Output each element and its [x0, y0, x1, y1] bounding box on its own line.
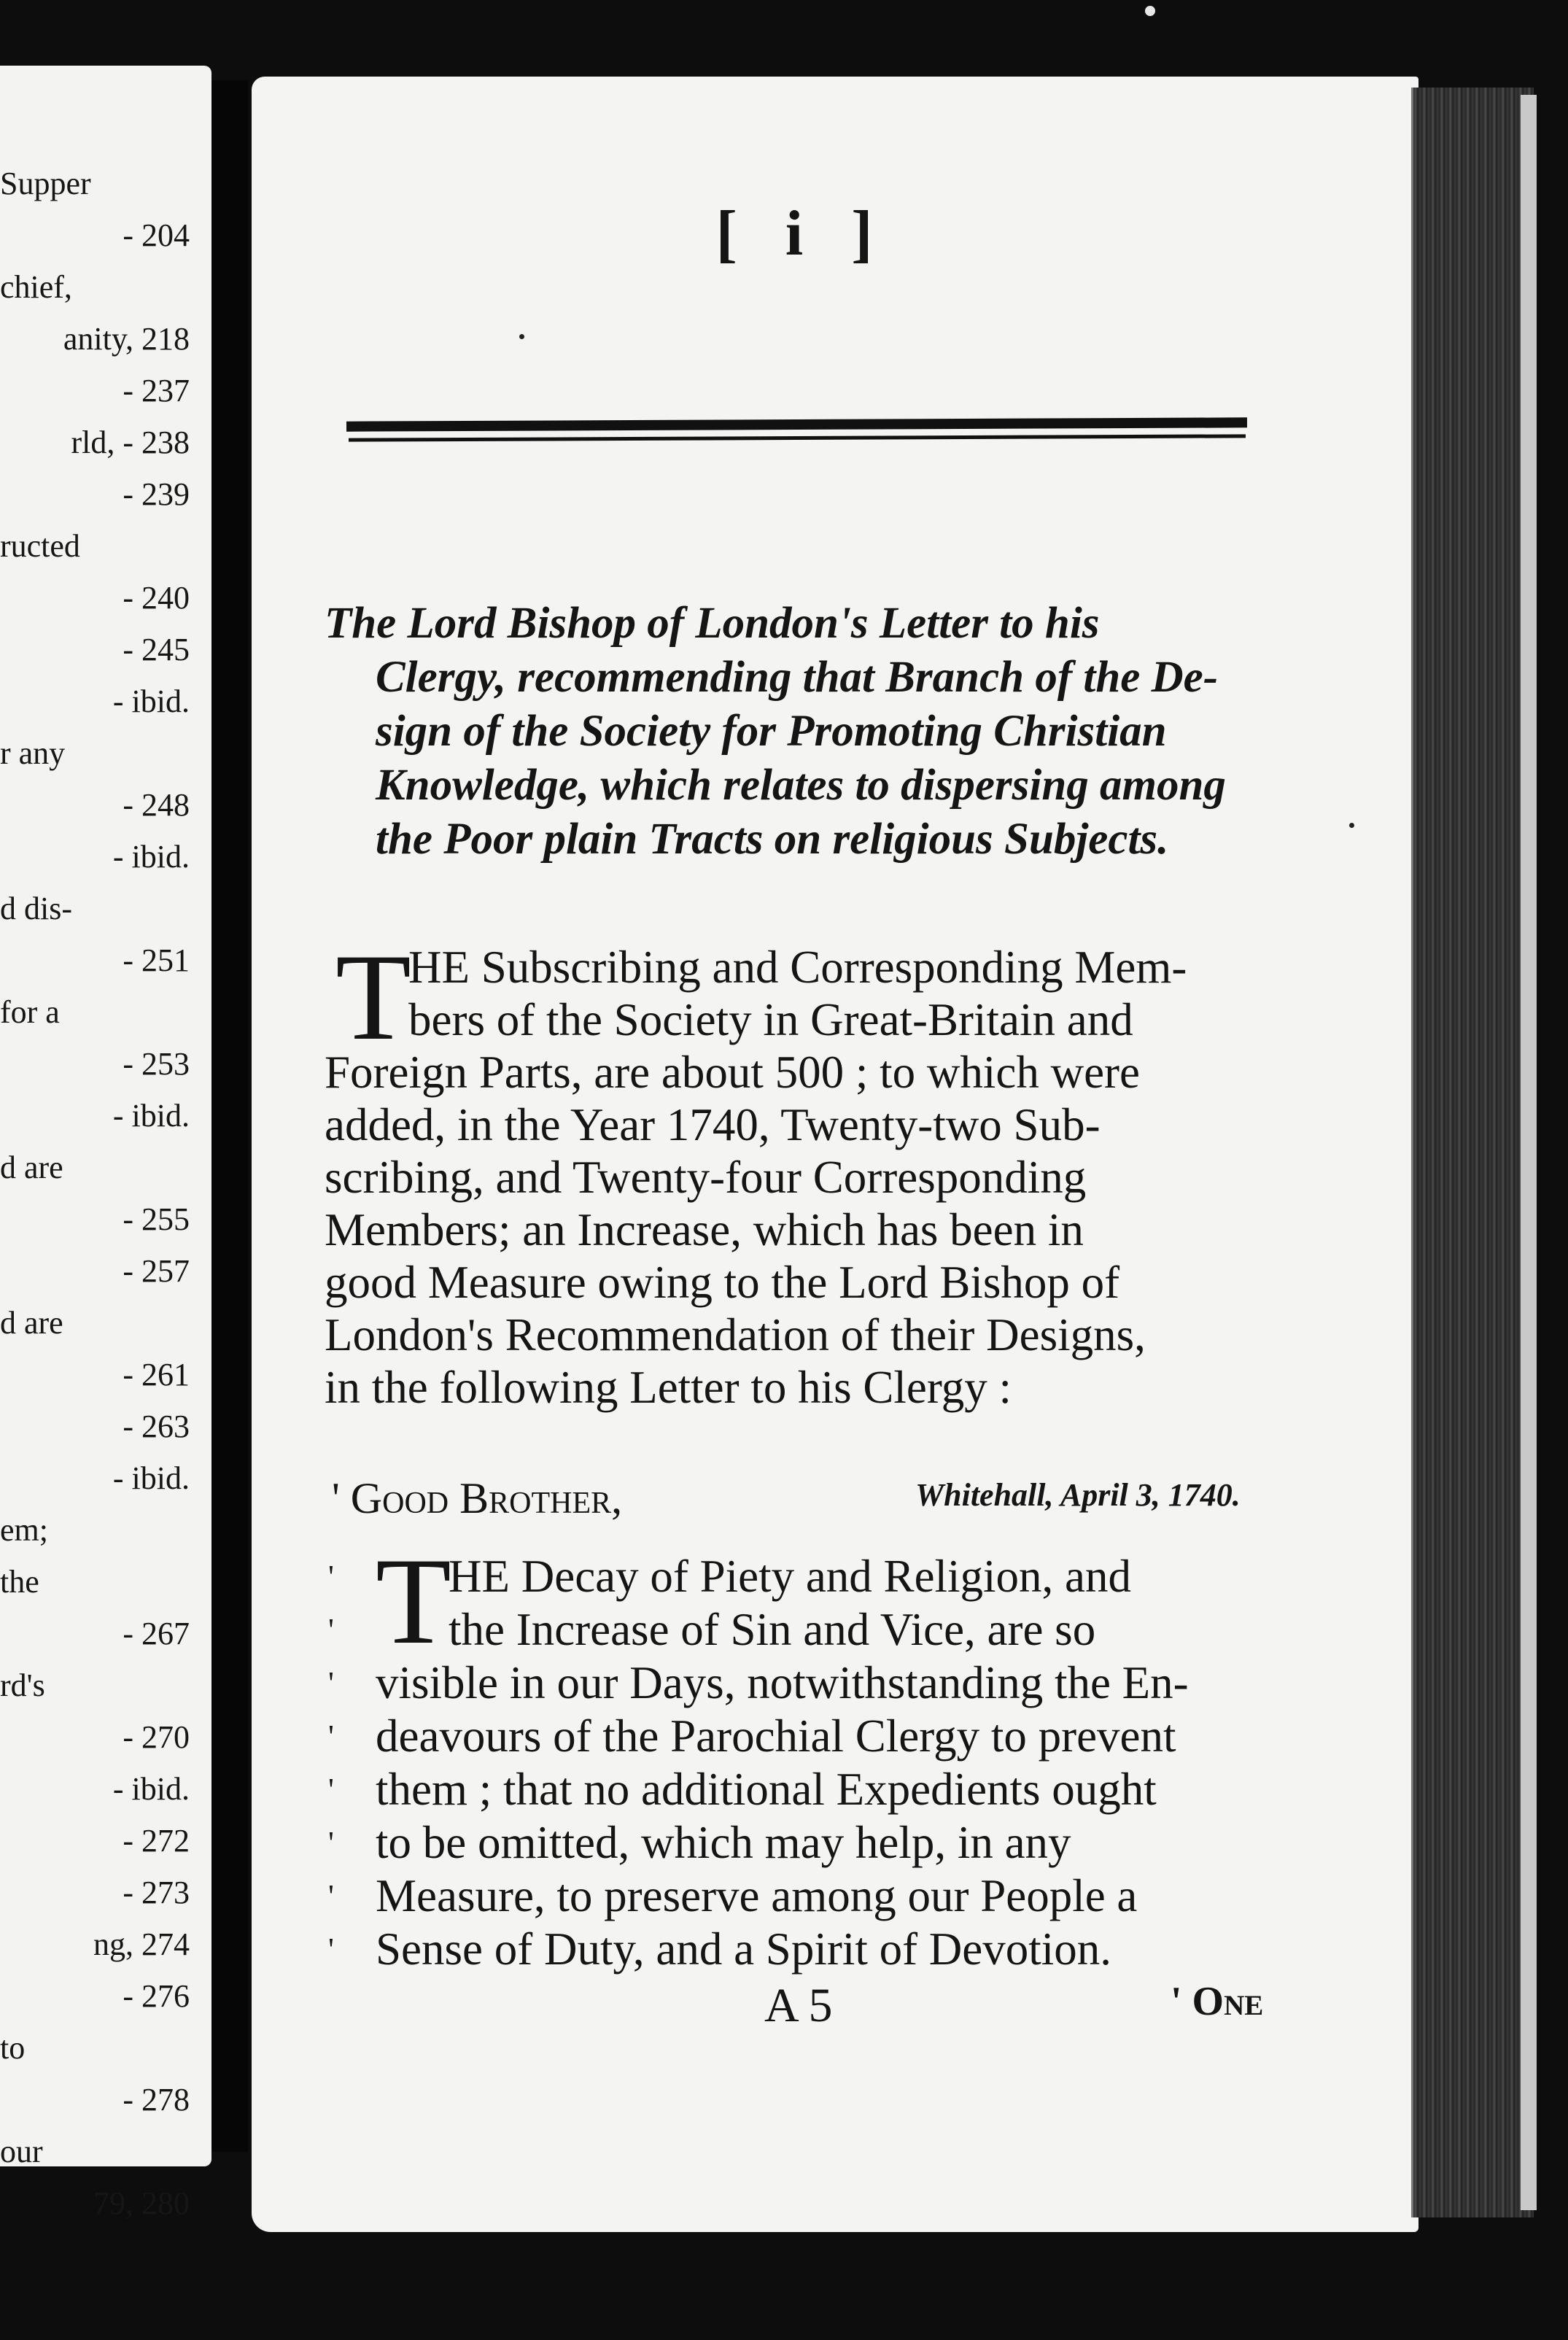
left-page-line: - ibid. — [112, 1460, 190, 1496]
left-page-line: for a — [0, 994, 60, 1030]
paragraph-line: scribing, and Twenty-four Corresponding — [325, 1152, 1087, 1203]
signature-mark: A 5 — [764, 1979, 833, 2032]
ink-speck — [1145, 6, 1155, 16]
left-page-line: - 276 — [123, 1978, 190, 2014]
left-page-line: anity, 218 — [63, 321, 190, 357]
left-page-line: - 245 — [123, 632, 190, 667]
letter-line-row — [328, 1657, 1298, 1710]
left-page-line: - ibid. — [112, 1098, 190, 1134]
left-page-line: ng, 274 — [93, 1926, 190, 1962]
letter-line: the Increase of Sin and Vice, are so — [449, 1604, 1096, 1655]
letter-line: to be omitted, which may help, in any — [376, 1817, 1071, 1868]
left-page-line: r any — [0, 735, 66, 771]
quote-mark: ' — [328, 1932, 334, 1967]
quote-mark: ' — [328, 1665, 334, 1701]
title-line: Knowledge, which relates to dispersing among — [376, 761, 1226, 810]
left-page-line: - 272 — [123, 1823, 190, 1859]
left-page-line: d are — [0, 1150, 63, 1185]
paragraph-line: Members; an Increase, which has been in — [325, 1204, 1084, 1255]
left-page-line: - 239 — [123, 476, 190, 512]
left-page-line: Supper — [0, 166, 91, 201]
left-page-line: - 253 — [123, 1046, 190, 1082]
left-page-line: - 237 — [123, 373, 190, 408]
left-page-line: chief, — [0, 269, 72, 305]
paragraph-line: HE Subscribing and Corresponding Mem- — [408, 942, 1187, 993]
left-page-line: - 240 — [123, 580, 190, 616]
left-page-line: - 263 — [123, 1409, 190, 1444]
left-page-line: - 270 — [123, 1719, 190, 1755]
quote-mark: ' — [328, 1825, 334, 1861]
book-gutter — [211, 80, 248, 2152]
paragraph-line: Foreign Parts, are about 500 ; to which were — [325, 1047, 1140, 1098]
left-page-line: - 204 — [123, 217, 190, 253]
left-page-line: our — [0, 2134, 43, 2169]
left-page-line: - 251 — [123, 942, 190, 978]
left-page-line: 79, 280 — [93, 2185, 190, 2221]
left-page-line: to — [0, 2030, 26, 2066]
letter-line: HE Decay of Piety and Religion, and — [449, 1551, 1132, 1602]
page-fore-edge-highlight — [1521, 95, 1537, 2210]
letter-date: Whitehall, April 3, 1740. — [915, 1477, 1241, 1513]
letter-line: Measure, to preserve among our People a — [376, 1870, 1138, 1921]
title-line: the Poor plain Tracts on religious Subjects. — [376, 815, 1169, 864]
paragraph-line: in the following Letter to his Clergy : — [325, 1362, 1012, 1413]
left-page-line: - 255 — [123, 1201, 190, 1237]
letter-line-row — [328, 1603, 1298, 1657]
letter-body — [328, 1550, 1298, 1976]
letter-dropcap: T — [376, 1533, 451, 1670]
letter-line-row — [328, 1550, 1298, 1603]
letter-line-row — [328, 1816, 1298, 1870]
title-line: The Lord Bishop of London's Letter to his — [325, 599, 1100, 648]
letter-title — [325, 597, 1287, 867]
left-page-line: the — [0, 1564, 39, 1600]
left-page-line: - ibid. — [112, 1771, 190, 1807]
left-page-fragment — [0, 66, 211, 2221]
left-page-line: - ibid. — [112, 683, 190, 719]
paragraph-line: good Measure owing to the Lord Bishop of — [325, 1257, 1120, 1308]
left-page-line: em; — [0, 1512, 48, 1548]
ink-speck — [1349, 823, 1354, 828]
left-page-line: - 278 — [123, 2082, 190, 2118]
left-page-line: - 257 — [123, 1253, 190, 1289]
left-page-line: - 248 — [123, 787, 190, 823]
letter-salutation: ' Good Brother, — [332, 1474, 623, 1522]
left-page-line: - ibid. — [112, 839, 190, 875]
left-page-line: - 267 — [123, 1616, 190, 1651]
paragraph-line: London's Recommendation of their Designs, — [325, 1309, 1146, 1360]
left-page-line: ructed — [0, 528, 80, 564]
left-page-line: - 261 — [123, 1357, 190, 1392]
quote-mark: ' — [328, 1559, 334, 1595]
letter-line: visible in our Days, notwithstanding the En- — [376, 1657, 1189, 1708]
left-page-line: d dis- — [0, 891, 72, 926]
letter-line: deavours of the Parochial Clergy to prevent — [376, 1711, 1176, 1762]
quote-mark: ' — [328, 1772, 334, 1808]
letter-line-row — [328, 1870, 1298, 1923]
left-page-line: rld, - 238 — [71, 425, 190, 460]
left-page-line: d are — [0, 1305, 63, 1341]
letter-line: them ; that no additional Expedients ought — [376, 1764, 1157, 1815]
letter-line-row — [328, 1923, 1298, 1976]
catchword: ' One — [1171, 1979, 1264, 2024]
title-line: sign of the Society for Promoting Christian — [376, 707, 1167, 756]
left-page-line: - 273 — [123, 1875, 190, 1910]
page-fore-edge — [1411, 88, 1534, 2217]
ink-speck — [519, 334, 524, 339]
letter-line: Sense of Duty, and a Spirit of Devotion. — [376, 1923, 1112, 1975]
intro-paragraph — [325, 941, 1291, 1414]
quote-mark: ' — [328, 1719, 334, 1754]
paragraph-line: added, in the Year 1740, Twenty-two Sub- — [325, 1099, 1101, 1150]
paragraph-line: bers of the Society in Great-Britain and — [408, 994, 1133, 1045]
quote-mark: ' — [328, 1878, 334, 1914]
letter-line-row — [328, 1763, 1298, 1816]
quote-mark: ' — [328, 1612, 334, 1648]
title-line: Clergy, recommending that Branch of the De- — [376, 653, 1219, 702]
paragraph-dropcap: T — [335, 929, 411, 1066]
left-page-line: rd's — [0, 1667, 45, 1703]
letter-line-row — [328, 1710, 1298, 1763]
page-number: [ i ] — [715, 198, 889, 269]
